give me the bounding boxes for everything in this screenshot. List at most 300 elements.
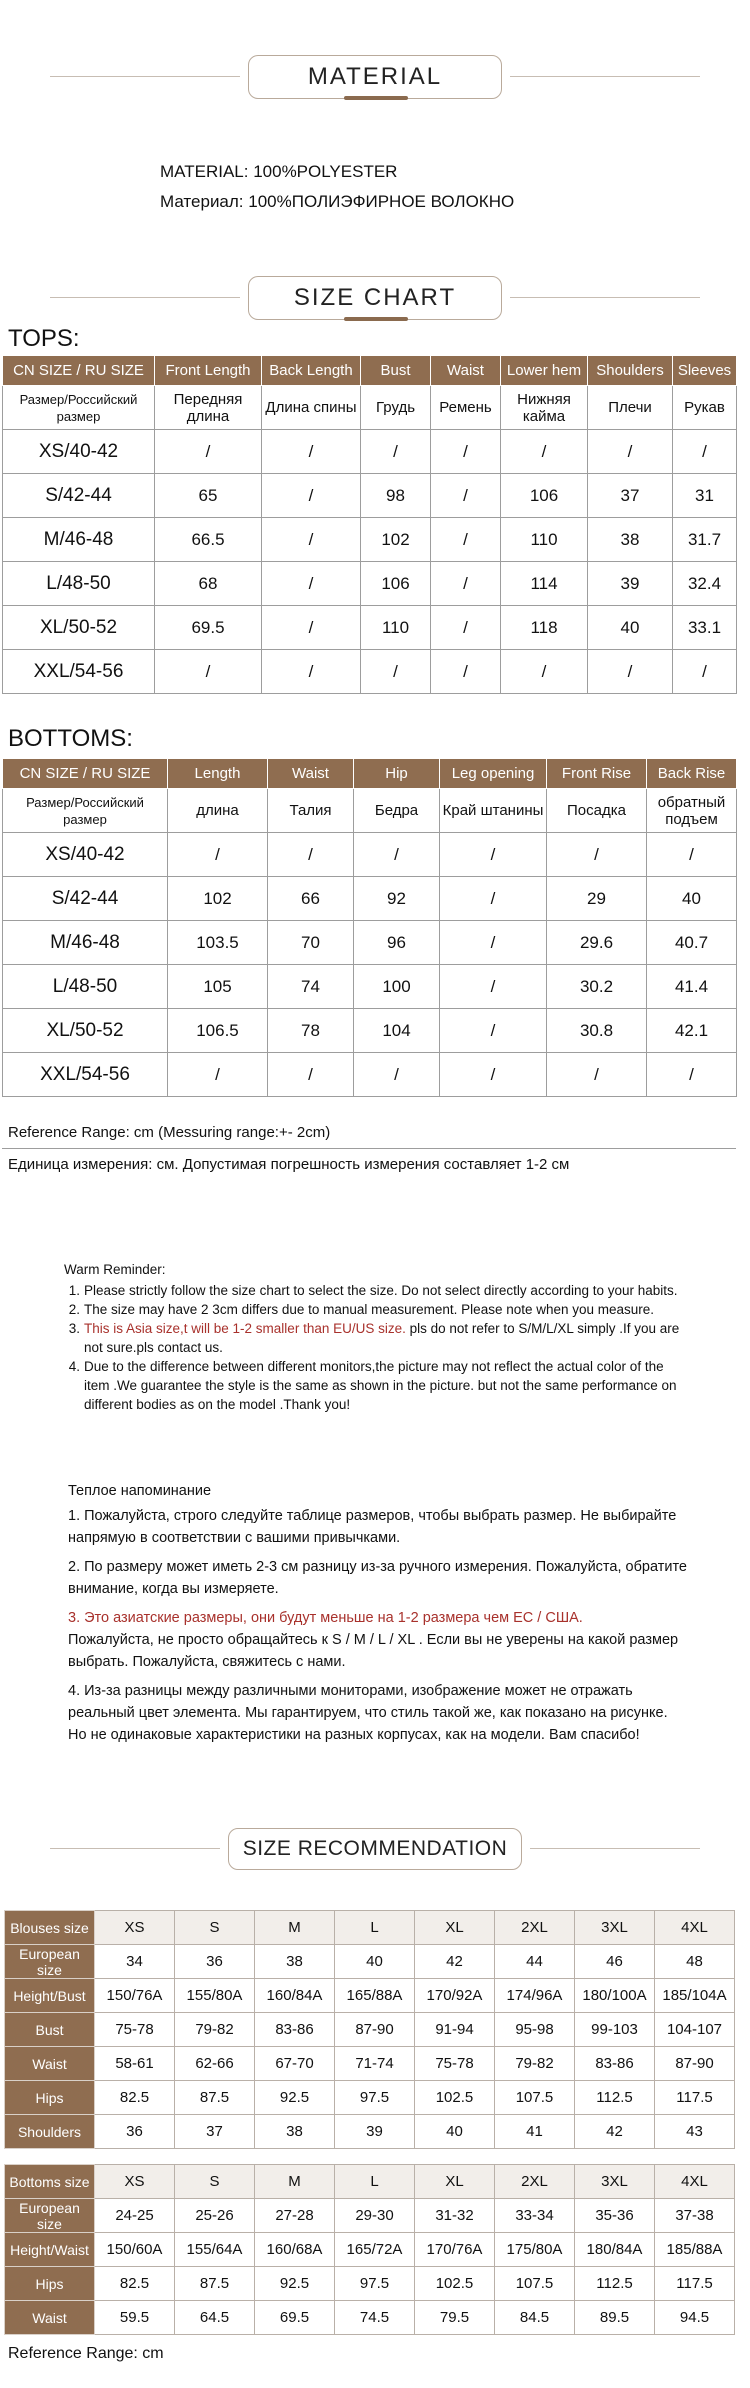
value-cell: 39 [335,2115,415,2149]
row-header: Bottoms size [5,2165,95,2199]
header-divider-right [510,76,700,77]
size-cell: L/48-50 [3,965,168,1009]
size-cell: L/48-50 [3,562,155,606]
value-cell: 91-94 [415,2013,495,2047]
column-header: Waist [268,759,354,789]
measurement-cell: 40.7 [647,921,737,965]
measurement-cell: 65 [155,474,262,518]
column-header: Front Rise [547,759,647,789]
measurement-cell: 106 [501,474,588,518]
table-row [5,2013,735,2047]
column-header-ru: Ремень [431,386,501,430]
tops-label: TOPS: [8,325,80,352]
measurement-cell: / [431,650,501,694]
measurement-cell: / [262,650,361,694]
material-line-en: MATERIAL: 100%POLYESTER [160,162,398,181]
measurement-cell: 41.4 [647,965,737,1009]
value-cell: 67-70 [255,2047,335,2081]
measurement-cell: / [431,606,501,650]
reminder-ru-p3: Пожалуйста, не просто обращайтесь к S / M / L / XL . Если вы не уверены на какой размер выбрать. Пожалуйста, свяжитесь с нами. [68,1632,679,1670]
reminder-item-number: 4. [68,1359,80,1374]
size-chart-title: SIZE CHART [293,284,457,311]
value-cell: 155/64A [175,2233,255,2267]
reminder-item-text: Due to the difference between different monitors,the picture may not reflect the actual color of the item .We guarantee the style is the same as shown in the picture. but not the same performance on different bodies as on the model .Thank you! [84,1359,677,1412]
column-header: Bust [361,356,431,386]
value-cell: 4XL [655,1911,735,1945]
table-row [3,877,737,921]
measurement-cell: 42.1 [647,1009,737,1053]
measurement-cell: 102 [361,518,431,562]
table-row [3,1009,737,1053]
row-header: Shoulders [5,2115,95,2149]
measurement-cell: 32.4 [673,562,737,606]
measurement-cell: 30.2 [547,965,647,1009]
value-cell: 64.5 [175,2301,255,2335]
measurement-cell: / [361,430,431,474]
column-header-ru: Плечи [588,386,673,430]
value-cell: 48 [655,1945,735,1979]
recommendation-reference: Reference Range: cm [8,2345,164,2362]
measurement-cell: / [440,877,547,921]
value-cell: 34 [95,1945,175,1979]
material-title: MATERIAL [307,63,443,90]
value-cell: 27-28 [255,2199,335,2233]
table-row [3,606,737,650]
measurement-cell: 37 [588,474,673,518]
value-cell: 33-34 [495,2199,575,2233]
table-row [3,474,737,518]
measurement-cell: / [354,833,440,877]
measurement-cell: / [262,562,361,606]
header-divider-left [50,297,240,298]
value-cell: 160/84A [255,1979,335,2013]
column-header: Sleeves [673,356,737,386]
value-cell: 112.5 [575,2081,655,2115]
measurement-cell: / [268,1053,354,1097]
value-cell: 75-78 [415,2047,495,2081]
material-line-ru: Материал: 100%ПОЛИЭФИРНОЕ ВОЛОКНО [160,192,515,211]
title-underline [344,317,408,321]
column-header: Front Length [155,356,262,386]
value-cell: 150/76A [95,1979,175,2013]
value-cell: 37-38 [655,2199,735,2233]
table-row [5,2267,735,2301]
reminder-item-text [84,1319,684,1357]
value-cell: 36 [95,2115,175,2149]
value-cell: 87-90 [655,2047,735,2081]
reminder-item-number: 2. [68,1302,80,1317]
table-header-row [3,356,737,386]
value-cell: 117.5 [655,2267,735,2301]
measurement-cell: / [262,474,361,518]
value-cell: 87.5 [175,2081,255,2115]
tops-size-table [2,355,737,694]
reference-range-ru: Единица измерения: см. Допустимая погрешность измерения составляет 1-2 см [8,1156,570,1173]
column-header-ru: Талия [268,789,354,833]
value-cell: 40 [335,1945,415,1979]
value-cell: 107.5 [495,2267,575,2301]
measurement-cell: / [501,650,588,694]
size-chart-section-header [50,276,700,320]
warm-reminder-ru [68,1480,688,1753]
measurement-cell: 98 [361,474,431,518]
size-cell: S/42-44 [3,474,155,518]
reminder-item [64,1319,684,1357]
measurement-cell: / [547,1053,647,1097]
value-cell: 42 [415,1945,495,1979]
column-header-ru: Размер/Российский размер [3,386,155,430]
reminder-item [64,1357,684,1414]
table-header-row-ru [3,789,737,833]
size-chart-title-box [248,276,502,320]
value-cell: XL [415,1911,495,1945]
table-row [3,650,737,694]
value-cell: 79.5 [415,2301,495,2335]
column-header: Lower hem [501,356,588,386]
value-cell: 97.5 [335,2081,415,2115]
table-row [5,2047,735,2081]
value-cell: 82.5 [95,2267,175,2301]
measurement-cell: 104 [354,1009,440,1053]
reminder-ru-title: Теплое напоминание [68,1483,212,1499]
size-cell: S/42-44 [3,877,168,921]
value-cell: 83-86 [255,2013,335,2047]
reminder-ru-p3-block [68,1607,688,1673]
value-cell: 97.5 [335,2267,415,2301]
value-cell: 79-82 [175,2013,255,2047]
value-cell: 82.5 [95,2081,175,2115]
measurement-cell: 29 [547,877,647,921]
measurement-cell: 38 [588,518,673,562]
value-cell: 175/80A [495,2233,575,2267]
reference-divider [2,1148,736,1149]
table-row [5,1979,735,2013]
size-cell: XXL/54-56 [3,1053,168,1097]
title-underline [344,96,408,100]
value-cell: 58-61 [95,2047,175,2081]
measurement-cell: / [268,833,354,877]
value-cell: 174/96A [495,1979,575,2013]
measurement-cell: / [431,474,501,518]
measurement-cell: / [155,650,262,694]
value-cell: 99-103 [575,2013,655,2047]
value-cell: 107.5 [495,2081,575,2115]
measurement-cell: / [431,562,501,606]
value-cell: 41 [495,2115,575,2149]
measurement-cell: / [440,833,547,877]
value-cell: 42 [575,2115,655,2149]
value-cell: 170/76A [415,2233,495,2267]
row-header: Blouses size [5,1911,95,1945]
value-cell: 95-98 [495,2013,575,2047]
value-cell: 24-25 [95,2199,175,2233]
column-header-ru: Край штанины [440,789,547,833]
measurement-cell: 31 [673,474,737,518]
measurement-cell: 110 [361,606,431,650]
column-header-ru: Длина спины [262,386,361,430]
row-header: Waist [5,2047,95,2081]
measurement-cell: / [547,833,647,877]
measurement-cell: 66 [268,877,354,921]
bottoms-size-table [2,758,737,1097]
measurement-cell: / [501,430,588,474]
table-row [3,833,737,877]
column-header: Hip [354,759,440,789]
measurement-cell: 29.6 [547,921,647,965]
measurement-cell: / [431,430,501,474]
measurement-cell: 103.5 [168,921,268,965]
value-cell: 84.5 [495,2301,575,2335]
measurement-cell: / [588,430,673,474]
value-cell: 180/100A [575,1979,655,2013]
column-header: CN SIZE / RU SIZE [3,759,168,789]
table-header-row-ru [3,386,737,430]
reminder-ru-asia-size-warning: 3. Это азиатские размеры, они будут меньше на 1-2 размера чем ЕС / США. [68,1610,583,1626]
value-cell: 87.5 [175,2267,255,2301]
column-header-ru: Передняя длина [155,386,262,430]
reminder-ru-p1: 1. Пожалуйста, строго следуйте таблице размеров, чтобы выбрать размер. Не выбирайте напрямую в соответствии с вашими привычками. [68,1508,677,1546]
size-cell: XS/40-42 [3,833,168,877]
size-cell: XS/40-42 [3,430,155,474]
value-cell: 25-26 [175,2199,255,2233]
value-cell: 43 [655,2115,735,2149]
measurement-cell: / [647,833,737,877]
table-row [5,2199,735,2233]
reminder-item-text: Please strictly follow the size chart to select the size. Do not select directly according to your habits. [84,1283,678,1298]
size-recommendation-title-box [228,1828,522,1870]
bottoms-recommendation-table [4,2164,735,2335]
value-cell: 2XL [495,2165,575,2199]
measurement-cell: / [168,1053,268,1097]
table-row [3,921,737,965]
value-cell: 89.5 [575,2301,655,2335]
measurement-cell: 118 [501,606,588,650]
column-header-ru: Грудь [361,386,431,430]
column-header-ru: Бедра [354,789,440,833]
measurement-cell: / [262,606,361,650]
header-divider-right [510,297,700,298]
measurement-cell: / [440,965,547,1009]
size-recommendation-header [50,1828,700,1870]
row-header: Height/Waist [5,2233,95,2267]
table-row [3,965,737,1009]
measurement-cell: 30.8 [547,1009,647,1053]
measurement-cell: / [262,430,361,474]
value-cell: 3XL [575,1911,655,1945]
reminder-item [64,1281,684,1300]
value-cell: 83-86 [575,2047,655,2081]
reference-range-en: Reference Range: cm (Messuring range:+- 2cm) [8,1124,331,1141]
column-header: Waist [431,356,501,386]
reminder-item-number: 3. [68,1321,80,1336]
value-cell: 117.5 [655,2081,735,2115]
row-header: European size [5,2199,95,2233]
row-header: European size [5,1945,95,1979]
measurement-cell: 100 [354,965,440,1009]
column-header-ru: обратный подъем [647,789,737,833]
measurement-cell: / [673,650,737,694]
value-cell: 29-30 [335,2199,415,2233]
value-cell: 87-90 [335,2013,415,2047]
value-cell: 170/92A [415,1979,495,2013]
table-row [3,430,737,474]
measurement-cell: / [647,1053,737,1097]
table-header-row [5,2165,735,2199]
value-cell: 185/88A [655,2233,735,2267]
value-cell: 37 [175,2115,255,2149]
measurement-cell: 68 [155,562,262,606]
value-cell: M [255,1911,335,1945]
column-header: Back Rise [647,759,737,789]
measurement-cell: 40 [647,877,737,921]
measurement-cell: 106 [361,562,431,606]
table-row [5,2301,735,2335]
column-header: Shoulders [588,356,673,386]
value-cell: S [175,2165,255,2199]
value-cell: 94.5 [655,2301,735,2335]
value-cell: 46 [575,1945,655,1979]
value-cell: 4XL [655,2165,735,2199]
value-cell: 38 [255,2115,335,2149]
value-cell: 185/104A [655,1979,735,2013]
table-header-row [3,759,737,789]
measurement-cell: / [262,518,361,562]
reminder-item-number: 1. [68,1283,80,1298]
value-cell: 2XL [495,1911,575,1945]
reminder-item-text: The size may have 2 3cm differs due to manual measurement. Please note when you measure. [84,1302,655,1317]
column-header-ru: Рукав [673,386,737,430]
row-header: Waist [5,2301,95,2335]
value-cell: 160/68A [255,2233,335,2267]
measurement-cell: / [440,1009,547,1053]
measurement-cell: 110 [501,518,588,562]
measurement-cell: 69.5 [155,606,262,650]
table-row [5,2115,735,2149]
measurement-cell: / [440,921,547,965]
column-header-ru: длина [168,789,268,833]
measurement-cell: 39 [588,562,673,606]
measurement-cell: 33.1 [673,606,737,650]
value-cell: L [335,1911,415,1945]
table-row [5,2233,735,2267]
measurement-cell: 78 [268,1009,354,1053]
value-cell: 31-32 [415,2199,495,2233]
measurement-cell: 102 [168,877,268,921]
column-header: CN SIZE / RU SIZE [3,356,155,386]
column-header-ru: Посадка [547,789,647,833]
value-cell: 165/72A [335,2233,415,2267]
value-cell: 35-36 [575,2199,655,2233]
value-cell: 44 [495,1945,575,1979]
row-header: Hips [5,2267,95,2301]
reminder-ru-p2: 2. По размеру может иметь 2-3 см разницу из-за ручного измерения. Пожалуйста, обратите внимание, когда вы измеряете. [68,1559,687,1597]
measurement-cell: / [588,650,673,694]
table-row [3,562,737,606]
value-cell: 165/88A [335,1979,415,2013]
measurement-cell: / [168,833,268,877]
value-cell: 62-66 [175,2047,255,2081]
value-cell: XS [95,2165,175,2199]
size-cell: XL/50-52 [3,1009,168,1053]
value-cell: XS [95,1911,175,1945]
material-title-box [248,55,502,99]
value-cell: L [335,2165,415,2199]
row-header: Hips [5,2081,95,2115]
measurement-cell: / [673,430,737,474]
value-cell: S [175,1911,255,1945]
value-cell: 112.5 [575,2267,655,2301]
value-cell: 150/60A [95,2233,175,2267]
value-cell: 102.5 [415,2081,495,2115]
size-cell: XXL/54-56 [3,650,155,694]
value-cell: 36 [175,1945,255,1979]
blouses-recommendation-table [4,1910,735,2149]
value-cell: 71-74 [335,2047,415,2081]
measurement-cell: 92 [354,877,440,921]
column-header: Length [168,759,268,789]
value-cell: 3XL [575,2165,655,2199]
column-header: Back Length [262,356,361,386]
value-cell: 74.5 [335,2301,415,2335]
material-section-header [50,55,700,99]
column-header-ru: Размер/Российский размер [3,789,168,833]
reminder-ru-p4: 4. Из-за разницы между различными мониторами, изображение может не отражать реальный цвет элемента. Мы гарантируем, что стиль такой же, как показано на рисунке. Но не одинаковые характеристики на разных корпусах, как на модели. Вам спасибо! [68,1683,668,1743]
measurement-cell: 66.5 [155,518,262,562]
reminder-item-text-rest: pls do not refer to S/M/L/XL simply .If you are not sure.pls contact us. [84,1321,680,1355]
row-header: Bust [5,2013,95,2047]
table-header-row [5,1911,735,1945]
value-cell: XL [415,2165,495,2199]
table-row [5,1945,735,1979]
bottoms-label: BOTTOMS: [8,725,133,752]
measurement-cell: / [431,518,501,562]
value-cell: 79-82 [495,2047,575,2081]
measurement-cell: 106.5 [168,1009,268,1053]
measurement-cell: / [155,430,262,474]
size-cell: XL/50-52 [3,606,155,650]
size-cell: M/46-48 [3,921,168,965]
measurement-cell: 74 [268,965,354,1009]
size-cell: M/46-48 [3,518,155,562]
value-cell: 102.5 [415,2267,495,2301]
table-row [3,518,737,562]
reminder-asia-size-warning: This is Asia size,t will be 1-2 smaller than EU/US size. [84,1321,406,1336]
value-cell: 40 [415,2115,495,2149]
measurement-cell: 31.7 [673,518,737,562]
table-row [3,1053,737,1097]
header-divider-right [530,1848,700,1849]
header-divider-left [50,1848,220,1849]
warm-reminder-title: Warm Reminder: [64,1262,166,1277]
table-row [5,2081,735,2115]
value-cell: 75-78 [95,2013,175,2047]
measurement-cell: / [361,650,431,694]
value-cell: 69.5 [255,2301,335,2335]
measurement-cell: 105 [168,965,268,1009]
measurement-cell: / [440,1053,547,1097]
measurement-cell: 40 [588,606,673,650]
measurement-cell: 114 [501,562,588,606]
measurement-cell: 96 [354,921,440,965]
measurement-cell: / [354,1053,440,1097]
measurement-cell: 70 [268,921,354,965]
value-cell: 38 [255,1945,335,1979]
value-cell: 155/80A [175,1979,255,2013]
value-cell: 180/84A [575,2233,655,2267]
value-cell: M [255,2165,335,2199]
value-cell: 92.5 [255,2267,335,2301]
reminder-item [64,1300,684,1319]
